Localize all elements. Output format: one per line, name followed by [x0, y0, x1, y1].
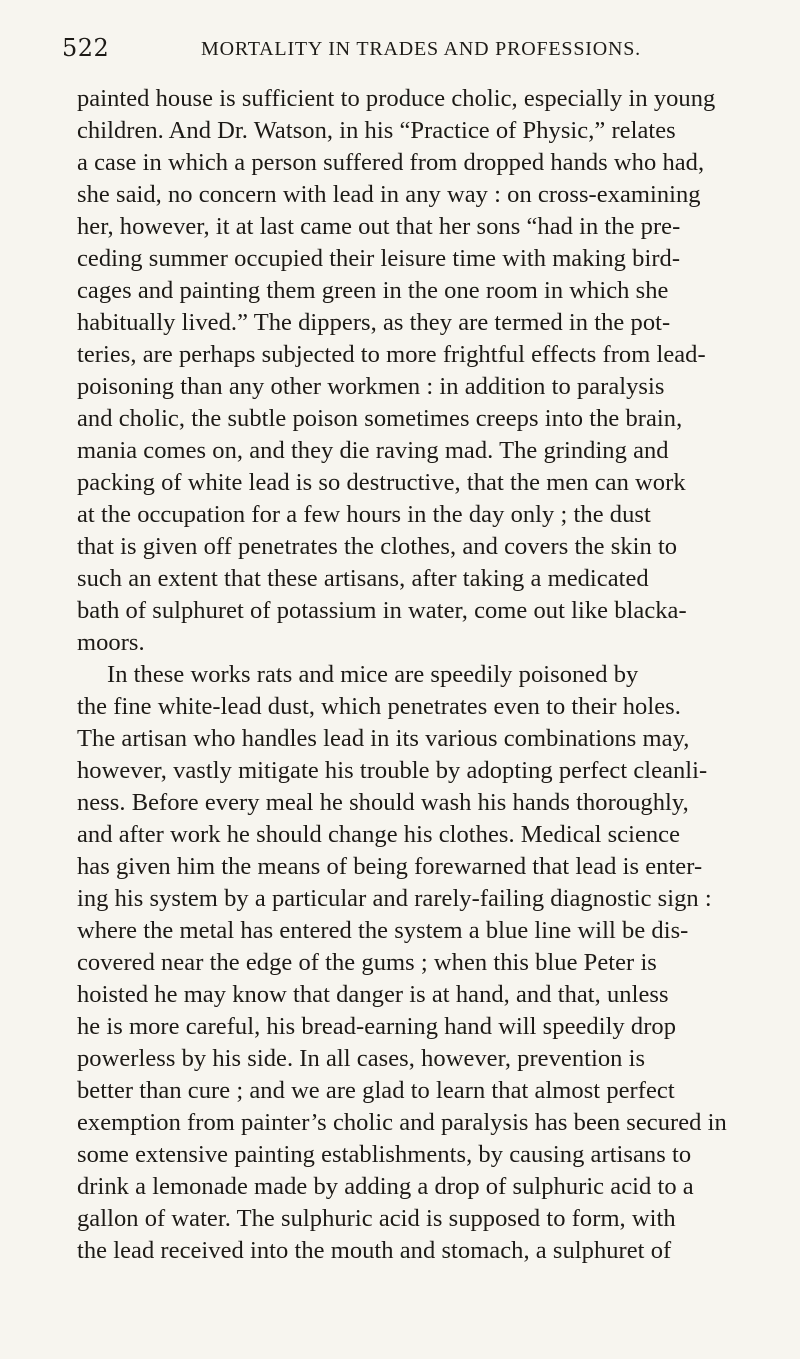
text-line: the fine white-lead dust, which penetrates even to their holes. — [77, 693, 681, 720]
text-line: mania comes on, and they die raving mad. The grinding and — [77, 437, 669, 464]
text-line: however, vastly mitigate his trouble by adopting perfect cleanli- — [77, 757, 708, 784]
text-line: covered near the edge of the gums ; when this blue Peter is — [77, 949, 657, 976]
text-line: drink a lemonade made by adding a drop of sulphuric acid to a — [77, 1173, 694, 1200]
text-line: bath of sulphuret of potassium in water, come out like blacka- — [77, 597, 687, 624]
text-line: a case in which a person suffered from dropped hands who had, — [77, 149, 705, 176]
text-line: and after work he should change his clothes. Medical science — [77, 821, 681, 848]
text-line: powerless by his side. In all cases, however, prevention is — [77, 1045, 646, 1072]
text-line: such an extent that these artisans, after taking a medicated — [77, 565, 649, 592]
paragraph-first-line: In these works rats and mice are speedily poisoned by — [107, 661, 639, 688]
text-line: and cholic, the subtle poison sometimes creeps into the brain, — [77, 405, 683, 432]
text-line: hoisted he may know that danger is at hand, and that, unless — [77, 981, 669, 1008]
text-line: that is given off penetrates the clothes, and covers the skin to — [77, 533, 678, 560]
text-line: at the occupation for a few hours in the day only ; the dust — [77, 501, 651, 528]
text-line: exemption from painter’s cholic and paralysis has been secured in — [77, 1109, 727, 1136]
text-line: children. And Dr. Watson, in his “Practice of Physic,” relates — [77, 117, 676, 144]
text-line: she said, no concern with lead in any way : on cross-examining — [77, 181, 701, 208]
text-line: moors. — [77, 629, 145, 656]
text-line: some extensive painting establishments, by causing artisans to — [77, 1141, 692, 1168]
text-line: cages and painting them green in the one room in which she — [77, 277, 669, 304]
text-line: her, however, it at last came out that her sons “had in the pre- — [77, 213, 681, 240]
text-line: teries, are perhaps subjected to more frightful effects from lead- — [77, 341, 706, 368]
body-text — [77, 83, 765, 1267]
text-line: The artisan who handles lead in its various combinations may, — [77, 725, 690, 752]
text-line: gallon of water. The sulphuric acid is supposed to form, with — [77, 1205, 676, 1232]
text-line: ceding summer occupied their leisure time with making bird- — [77, 245, 681, 272]
running-head: MORTALITY IN TRADES AND PROFESSIONS. — [201, 38, 641, 60]
text-line: poisoning than any other workmen : in addition to paralysis — [77, 373, 665, 400]
text-line: better than cure ; and we are glad to learn that almost perfect — [77, 1077, 675, 1104]
text-line: painted house is sufficient to produce cholic, especially in young — [77, 85, 716, 112]
page-number: 522 — [62, 34, 110, 62]
text-line: the lead received into the mouth and stomach, a sulphuret of — [77, 1237, 672, 1264]
text-line: he is more careful, his bread-earning hand will speedily drop — [77, 1013, 677, 1040]
text-line: habitually lived.” The dippers, as they are termed in the pot- — [77, 309, 671, 336]
text-line: ing his system by a particular and rarely-failing diagnostic sign : — [77, 885, 712, 912]
page-header — [62, 28, 752, 68]
text-line: ness. Before every meal he should wash his hands thoroughly, — [77, 789, 689, 816]
text-line: has given him the means of being forewarned that lead is enter- — [77, 853, 703, 880]
text-line: where the metal has entered the system a blue line will be dis- — [77, 917, 689, 944]
text-line: packing of white lead is so destructive, that the men can work — [77, 469, 686, 496]
